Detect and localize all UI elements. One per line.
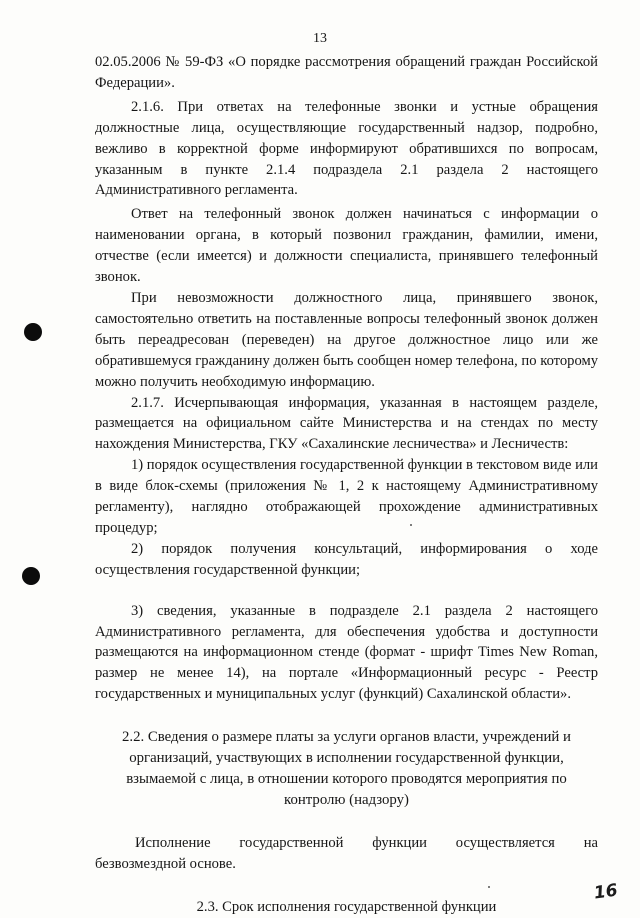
paragraph: 2.1.6. При ответах на телефонные звонки и устные обращения должностные лица, осуществляющие государственный надзор, подробно, вежливо в корректной форме информируют обратившихся по вопросам, указанным в пункте 2.1.4 подраздела 2.1 раздела 2 настоящего Административного регламента. [95, 98, 598, 199]
handwritten-page-number: 16 [593, 880, 620, 904]
paragraph: При невозможности должностного лица, принявшего звонок, самостоятельно ответить на поставленные вопросы телефонный звонок должен быть переадресован (переведен) на другое должностное лицо или же обратившемуся гражданину должен быть сообщен номер телефона, по которому можно получить необходимую информацию. [95, 289, 598, 390]
list-item: 1) порядок осуществления государственной функции в текстовом виде или в виде блок-схемы (приложения № 1, 2 к настоящему Административному регламенту), наглядно отображающей прохождение административных процедур; [95, 457, 598, 536]
paragraph: Ответ на телефонный звонок должен начинаться с информации о наименовании органа, в который позвонил гражданин, фамилии, имени, отчестве (если имеется) и должности специалиста, принявшего телефонный звонок. [95, 206, 598, 286]
word: функции [372, 834, 427, 851]
list-item: 2) порядок получения консультаций, информирования о ходе осуществления государственной функции; [95, 540, 598, 578]
section-heading: 2.2. Сведения о размере платы за услуги органов власти, учреждений и организаций, участвующих в исполнении государственной функции, взымаемой с лица, в отношении которого проводятся мероприятия по контролю (надзору) [122, 729, 571, 808]
list-item: 3) сведения, указанные в подразделе 2.1 раздела 2 настоящего Административного регламента, для обеспечения удобства и доступности размещаются на информационном стенде (формат - шрифт Times New Roman, размер не менее 14), на портале «Информационный ресурс - Реестр государственных и муниципальных услуг (функций) Сахалинской области». [95, 602, 598, 703]
word: на [583, 834, 598, 851]
word: государственной [239, 834, 344, 851]
section-heading: 2.3. Срок исполнения государственной функции [196, 898, 497, 915]
justified-line [95, 833, 598, 854]
paragraph: 02.05.2006 № 59-ФЗ «О порядке рассмотрения обращений граждан Российской Федерации». [95, 54, 598, 91]
paragraph-continuation: безвозмездной основе. [95, 855, 236, 872]
word: осуществляется [455, 834, 555, 851]
punch-hole-mark [22, 567, 40, 585]
paragraph: 2.1.7. Исчерпывающая информация, указанная в настоящем разделе, размещается на официальном сайте Министерства и на стендах по месту нахождения Министерства, ГКУ «Сахалинские лесничества» и Лесничеств: [95, 394, 598, 453]
document-body [95, 52, 598, 918]
punch-hole-mark [24, 323, 42, 341]
word: Исполнение [135, 834, 211, 851]
page-number: 13 [313, 31, 327, 46]
